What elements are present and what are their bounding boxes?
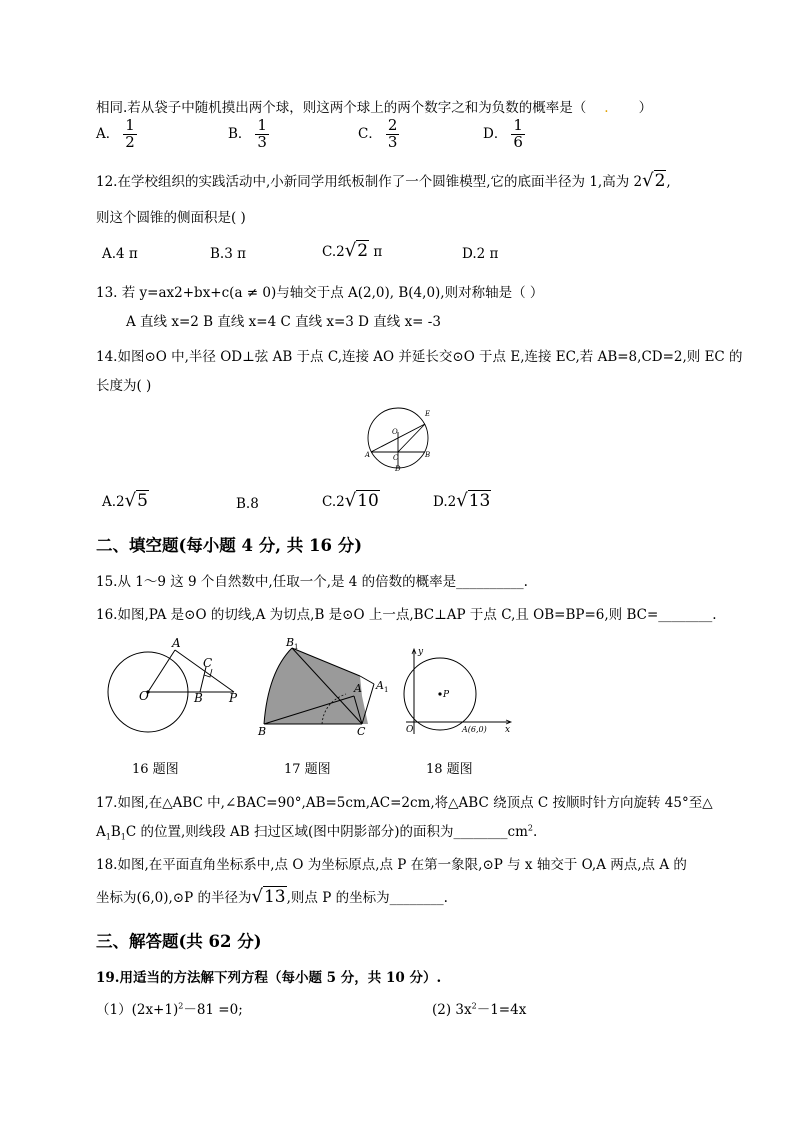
- label-e: E: [425, 410, 431, 418]
- q17-line2: $A_1B_1C$ 的位置,则线段 AB 扫过区域(图中阴影部分)的面积为$\_\_\_\_\_\_\_\_cm^2$.: [96, 823, 538, 842]
- q12-line1: 12.在学校组织的实践活动中,小新同学用纸板制作了一个圆锥模型,它的底面半径为 1,高为 2√2,: [96, 170, 671, 191]
- q17-line1: 17.如图,在△ABC 中,∠BAC=90°,AB=5cm,AC=2cm,将△ABC 绕顶点 C 按顺时针方向旋转 45°至△: [96, 795, 713, 811]
- fraction: $\frac{1}{2}$: [125, 116, 135, 151]
- fig16-caption: 16 题图: [132, 762, 179, 777]
- q12-option-c[interactable]: C.2√2 π: [322, 240, 383, 261]
- q15-text: 15.从 1～9 这 9 个自然数中,任取一个,是 4 的倍数的概率是__________.: [96, 574, 528, 590]
- q18-line1: 18.如图,在平面直角坐标系中,点 O 为坐标原点,点 P 在第一象限,⊙P 与 x 轴交于 O,A 两点,点 A 的: [96, 857, 687, 873]
- q19-part1: $(1)(2x+1)^2-81 =0$;: [96, 1001, 243, 1018]
- q11-option-c[interactable]: C． $\frac{2}{3}$: [358, 116, 398, 151]
- sqrt: √13: [251, 886, 286, 907]
- label-p: P: [443, 690, 450, 700]
- sqrt: √2: [344, 240, 369, 261]
- q11-option-a[interactable]: A． $\frac{1}{2}$: [96, 116, 135, 151]
- fig18-coordinate-figure: [398, 644, 518, 740]
- sqrt: √13: [456, 490, 491, 511]
- fig17-rotation-figure: [256, 634, 396, 738]
- label-c: C: [203, 656, 213, 670]
- label-o: O: [392, 428, 398, 436]
- q16-text: 16.如图,PA 是⊙O 的切线,A 为切点,B 是⊙O 上一点,BC⊥AP 于点 C,且 OB=BP=6,则 BC=________.: [96, 607, 717, 623]
- q14-option-a[interactable]: A.2√5: [102, 490, 148, 511]
- q14-option-b[interactable]: B.8: [236, 496, 259, 512]
- label-a: A: [172, 636, 181, 650]
- fig16-tangent-figure: [100, 636, 250, 736]
- label-a: A: [365, 451, 371, 459]
- q11-option-b[interactable]: B． $\frac{1}{3}$: [228, 116, 267, 151]
- label-p: P: [229, 691, 238, 705]
- fraction: $\frac{2}{3}$: [387, 116, 398, 151]
- q14-line2: 长度为( ): [96, 378, 152, 394]
- q11-dot: .: [604, 100, 609, 116]
- label-y: y: [418, 647, 424, 657]
- q14-option-c[interactable]: C.2√10: [322, 490, 379, 511]
- sqrt: √2: [642, 170, 666, 191]
- q19-part2: (2) $3x^2-1=4x$: [432, 1001, 527, 1018]
- label-d: D: [395, 465, 401, 472]
- label-b1: B: [286, 636, 295, 649]
- fig18-caption: 18 题图: [426, 762, 473, 777]
- q12-option-d[interactable]: D.2 π: [462, 246, 499, 262]
- sqrt: √10: [344, 490, 379, 511]
- label-c: C: [357, 725, 366, 738]
- fraction: $\frac{1}{3}$: [257, 116, 267, 151]
- label-a1-sub: 1: [384, 686, 389, 694]
- q14-circle-figure: [360, 404, 440, 472]
- fraction: $\frac{1}{6}$: [513, 116, 523, 151]
- q11-option-d[interactable]: D． $\frac{1}{6}$: [483, 116, 523, 151]
- label-b: B: [194, 691, 203, 705]
- label-b: B: [425, 451, 431, 459]
- q13-stem: 13. 若 y=ax2+bx+c(a ≠ 0)与轴交于点 A(2,0), B(4,0),则对称轴是（ ）: [96, 285, 544, 301]
- label-a: A(6,0): [462, 725, 487, 734]
- label-a1: A: [376, 679, 384, 692]
- label-b1-sub: 1: [294, 643, 299, 651]
- label-o: O: [139, 689, 149, 703]
- q14-option-d[interactable]: D.2√13: [433, 490, 491, 511]
- q11-stem: 相同.若从袋子中随机摸出两个球，则这两个球上的两个数字之和为负数的概率是（ . ）: [96, 100, 653, 116]
- section-3-heading: 三、解答题(共 62 分): [96, 932, 262, 951]
- label-b: B: [258, 725, 267, 738]
- q12-option-a[interactable]: A.4 π: [102, 246, 138, 262]
- section-2-heading: 二、填空题(每小题 4 分, 共 16 分): [96, 536, 363, 555]
- q12-option-b[interactable]: B.3 π: [210, 246, 246, 262]
- q19-stem: 19.用适当的方法解下列方程（每小题 5 分，共 10 分）.: [96, 970, 442, 986]
- q13-options[interactable]: A 直线 x=2 B 直线 x=4 C 直线 x=3 D 直线 x= -3: [126, 314, 441, 330]
- q14-line1: 14.如图⊙O 中,半径 OD⊥弦 AB 于点 C,连接 AO 并延长交⊙O 于点 E,连接 EC,若 AB=8,CD=2,则 EC 的: [96, 349, 743, 365]
- label-o: O: [406, 725, 414, 735]
- fig17-caption: 17 题图: [284, 762, 331, 777]
- label-a: A: [354, 682, 362, 695]
- label-x: x: [505, 725, 511, 735]
- q18-line2: 坐标为(6,0),⊙P 的半径为√13,则点 P 的坐标为________.: [96, 886, 448, 907]
- label-c: C: [393, 454, 399, 462]
- q12-line2: 则这个圆锥的侧面积是( ): [96, 210, 246, 226]
- sqrt: √5: [124, 490, 148, 511]
